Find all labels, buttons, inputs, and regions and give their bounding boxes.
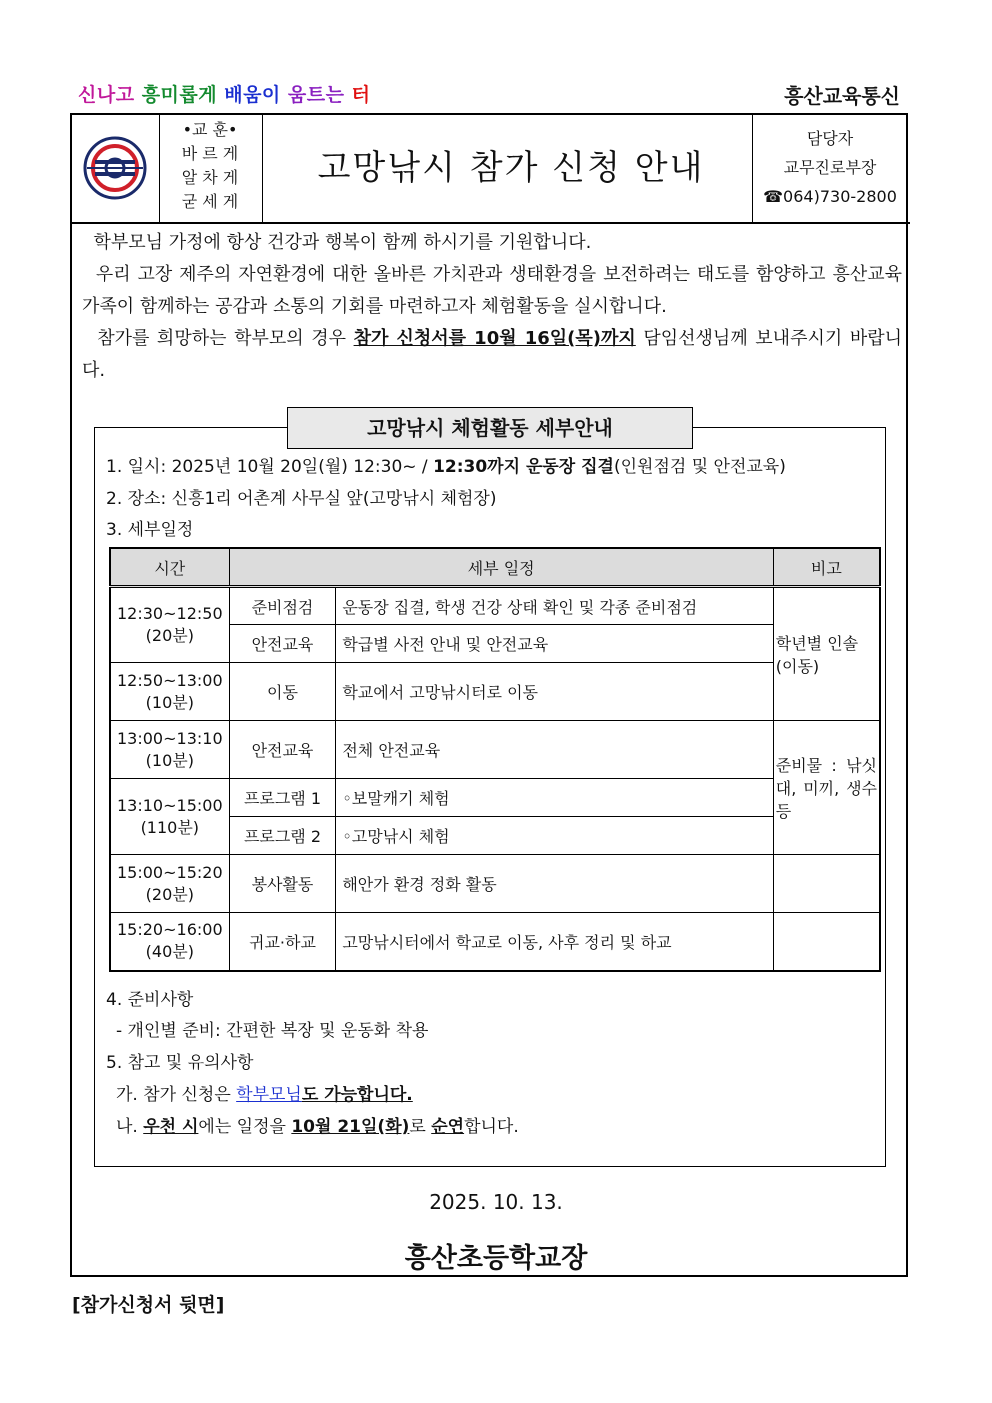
detail-item-place: 2. 장소: 신흥1리 어촌계 사무실 앞(고망낚시 체험장) xyxy=(106,489,497,509)
school-logo-icon xyxy=(83,136,147,200)
slogan-part-3: 배움이 xyxy=(224,84,288,106)
table-row xyxy=(110,663,880,721)
postpone-date: 10월 21일(화) xyxy=(291,1117,410,1137)
note-cell: 학년별 인솔(이동) xyxy=(773,587,880,721)
intro-text-3a: 참가를 희망하는 학부모의 경우 xyxy=(97,328,354,349)
time-range: 13:10~15:00 xyxy=(117,795,223,815)
contact-info xyxy=(752,124,908,211)
intro-text-2: 우리 고장 제주의 자연환경에 대한 올바른 가치관과 생태환경을 보전하려는 태도를 함양하고 흥산교육가족이 함께하는 공감과 소통의 기회를 마련하고자 체험활동을 실시합니다. xyxy=(82,264,902,317)
motto-title: •교 훈• xyxy=(182,120,238,139)
category-cell: 안전교육 xyxy=(229,721,336,779)
table-row xyxy=(110,587,880,625)
school-motto xyxy=(160,118,260,214)
note-cell: 준비물 : 낚싯대, 미끼, 생수 등 xyxy=(773,721,880,855)
header-schedule: 세부 일정 xyxy=(229,548,773,587)
intro-paragraph-1 xyxy=(82,227,902,259)
assembly-time: 12:30까지 운동장 집결 xyxy=(433,457,614,477)
category-cell: 안전교육 xyxy=(229,625,336,663)
note-cell xyxy=(773,913,880,971)
preparation-note: - 개인별 준비: 간편한 복장 및 운동화 착용 xyxy=(116,1021,429,1041)
schedule-table xyxy=(109,547,881,972)
description-cell: ◦보말캐기 체험 xyxy=(336,779,773,817)
notice-b-text: 에는 일정을 xyxy=(198,1117,292,1137)
detail-item-notice: 5. 참고 및 유의사항 xyxy=(106,1053,254,1073)
category-cell: 프로그램 1 xyxy=(229,779,336,817)
back-page-note: [참가신청서 뒷면] xyxy=(72,1294,225,1316)
intro-paragraph-3 xyxy=(82,323,902,387)
time-cell xyxy=(110,663,229,721)
notice-a-tail: 도 가능합니다. xyxy=(301,1085,413,1105)
category-cell: 봉사활동 xyxy=(229,855,336,913)
duration: (20분) xyxy=(145,884,194,904)
intro-paragraph-2 xyxy=(82,259,902,323)
description-cell: 전체 안전교육 xyxy=(336,721,773,779)
table-row xyxy=(110,855,880,913)
header-note: 비고 xyxy=(773,548,880,587)
category-cell: 귀교·하교 xyxy=(229,913,336,971)
motto-line: 알 차 게 xyxy=(181,168,239,187)
duration: (20분) xyxy=(145,626,194,645)
notice-b xyxy=(116,1112,519,1137)
notice-b-text: 나. xyxy=(116,1117,144,1137)
newsletter-name: 흥산교육통신 xyxy=(784,84,900,108)
description-cell: 고망낚시터에서 학교로 이동, 사후 정리 및 하교 xyxy=(336,913,773,971)
motto-line: 바 르 게 xyxy=(181,144,239,163)
school-principal: 흥산초등학교장 xyxy=(404,1243,588,1274)
details-box-title: 고망낚시 체험활동 세부안내 xyxy=(287,407,693,449)
header-col-divider xyxy=(262,114,263,222)
notice-a-text: 가. 참가 신청은 xyxy=(116,1085,237,1105)
date-text: 1. 일시: 2025년 10월 20일(월) 12:30~ / xyxy=(106,457,434,477)
notice-b-text: 로 xyxy=(409,1117,432,1137)
rain-condition: 우천 시 xyxy=(143,1117,199,1137)
slogan-part-1: 신나고 xyxy=(78,84,142,106)
slogan-part-5: 터 xyxy=(351,84,371,106)
contact-role: 담당자 xyxy=(806,129,854,148)
table-header-row xyxy=(110,548,880,587)
duration: (40분) xyxy=(145,942,194,962)
notice-a-highlight: 학부모님 xyxy=(236,1085,302,1105)
intro-text-3b: 담임선생님께 보내주시기 바랍니다. xyxy=(82,328,902,381)
category-cell: 프로그램 2 xyxy=(229,817,336,855)
time-range: 15:20~16:00 xyxy=(117,920,223,940)
table-row xyxy=(110,779,880,817)
header-divider xyxy=(70,222,910,224)
time-range: 12:50~13:00 xyxy=(117,670,223,690)
note-cell xyxy=(773,855,880,913)
description-cell: 학교에서 고망낚시터로 이동 xyxy=(336,663,773,721)
time-range: 13:00~13:10 xyxy=(117,728,223,748)
time-cell xyxy=(110,913,229,971)
application-deadline: 참가 신청서를 10월 16일(목)까지 xyxy=(353,328,636,349)
slogan-part-4: 움트는 xyxy=(287,84,352,106)
description-cell: ◦고망낚시 체험 xyxy=(336,817,773,855)
notice-a xyxy=(116,1080,413,1105)
table-row xyxy=(110,913,880,971)
duration: (110분) xyxy=(140,817,200,837)
category-cell: 이동 xyxy=(229,663,336,721)
detail-item-schedule: 3. 세부일정 xyxy=(106,520,194,540)
contact-phone: ☎064)730-2800 xyxy=(763,187,897,206)
document-title: 고망낚시 참가 신청 안내 xyxy=(317,148,705,188)
description-cell: 해안가 환경 정화 활동 xyxy=(336,855,773,913)
time-cell xyxy=(110,855,229,913)
description-cell: 운동장 집결, 학생 건강 상태 확인 및 각종 준비점검 xyxy=(336,587,773,625)
time-range: 15:00~15:20 xyxy=(117,862,223,882)
intro-text-1: 학부모님 가정에 항상 건강과 행복이 함께 하시기를 기원합니다. xyxy=(93,232,592,253)
time-cell xyxy=(110,721,229,779)
contact-dept: 교무진로부장 xyxy=(783,158,877,177)
notice-b-text: 합니다. xyxy=(464,1117,519,1137)
header-time: 시간 xyxy=(110,548,229,587)
time-cell xyxy=(110,587,229,663)
duration: (10분) xyxy=(145,692,194,712)
category-cell: 준비점검 xyxy=(229,587,336,625)
date-note: (인원점검 및 안전교육) xyxy=(613,457,786,477)
school-slogan xyxy=(78,80,370,107)
table-row xyxy=(110,721,880,779)
duration: (10분) xyxy=(145,750,194,770)
slogan-part-2: 흥미롭게 xyxy=(141,84,225,106)
time-cell xyxy=(110,779,229,855)
detail-item-date xyxy=(106,452,786,477)
motto-line: 굳 세 게 xyxy=(181,192,239,211)
detail-item-preparation: 4. 준비사항 xyxy=(106,990,194,1010)
issue-date: 2025. 10. 13. xyxy=(429,1190,563,1214)
time-range: 12:30~12:50 xyxy=(117,604,223,623)
postpone-word: 순연 xyxy=(431,1117,465,1137)
description-cell: 학급별 사전 안내 및 안전교육 xyxy=(336,625,773,663)
